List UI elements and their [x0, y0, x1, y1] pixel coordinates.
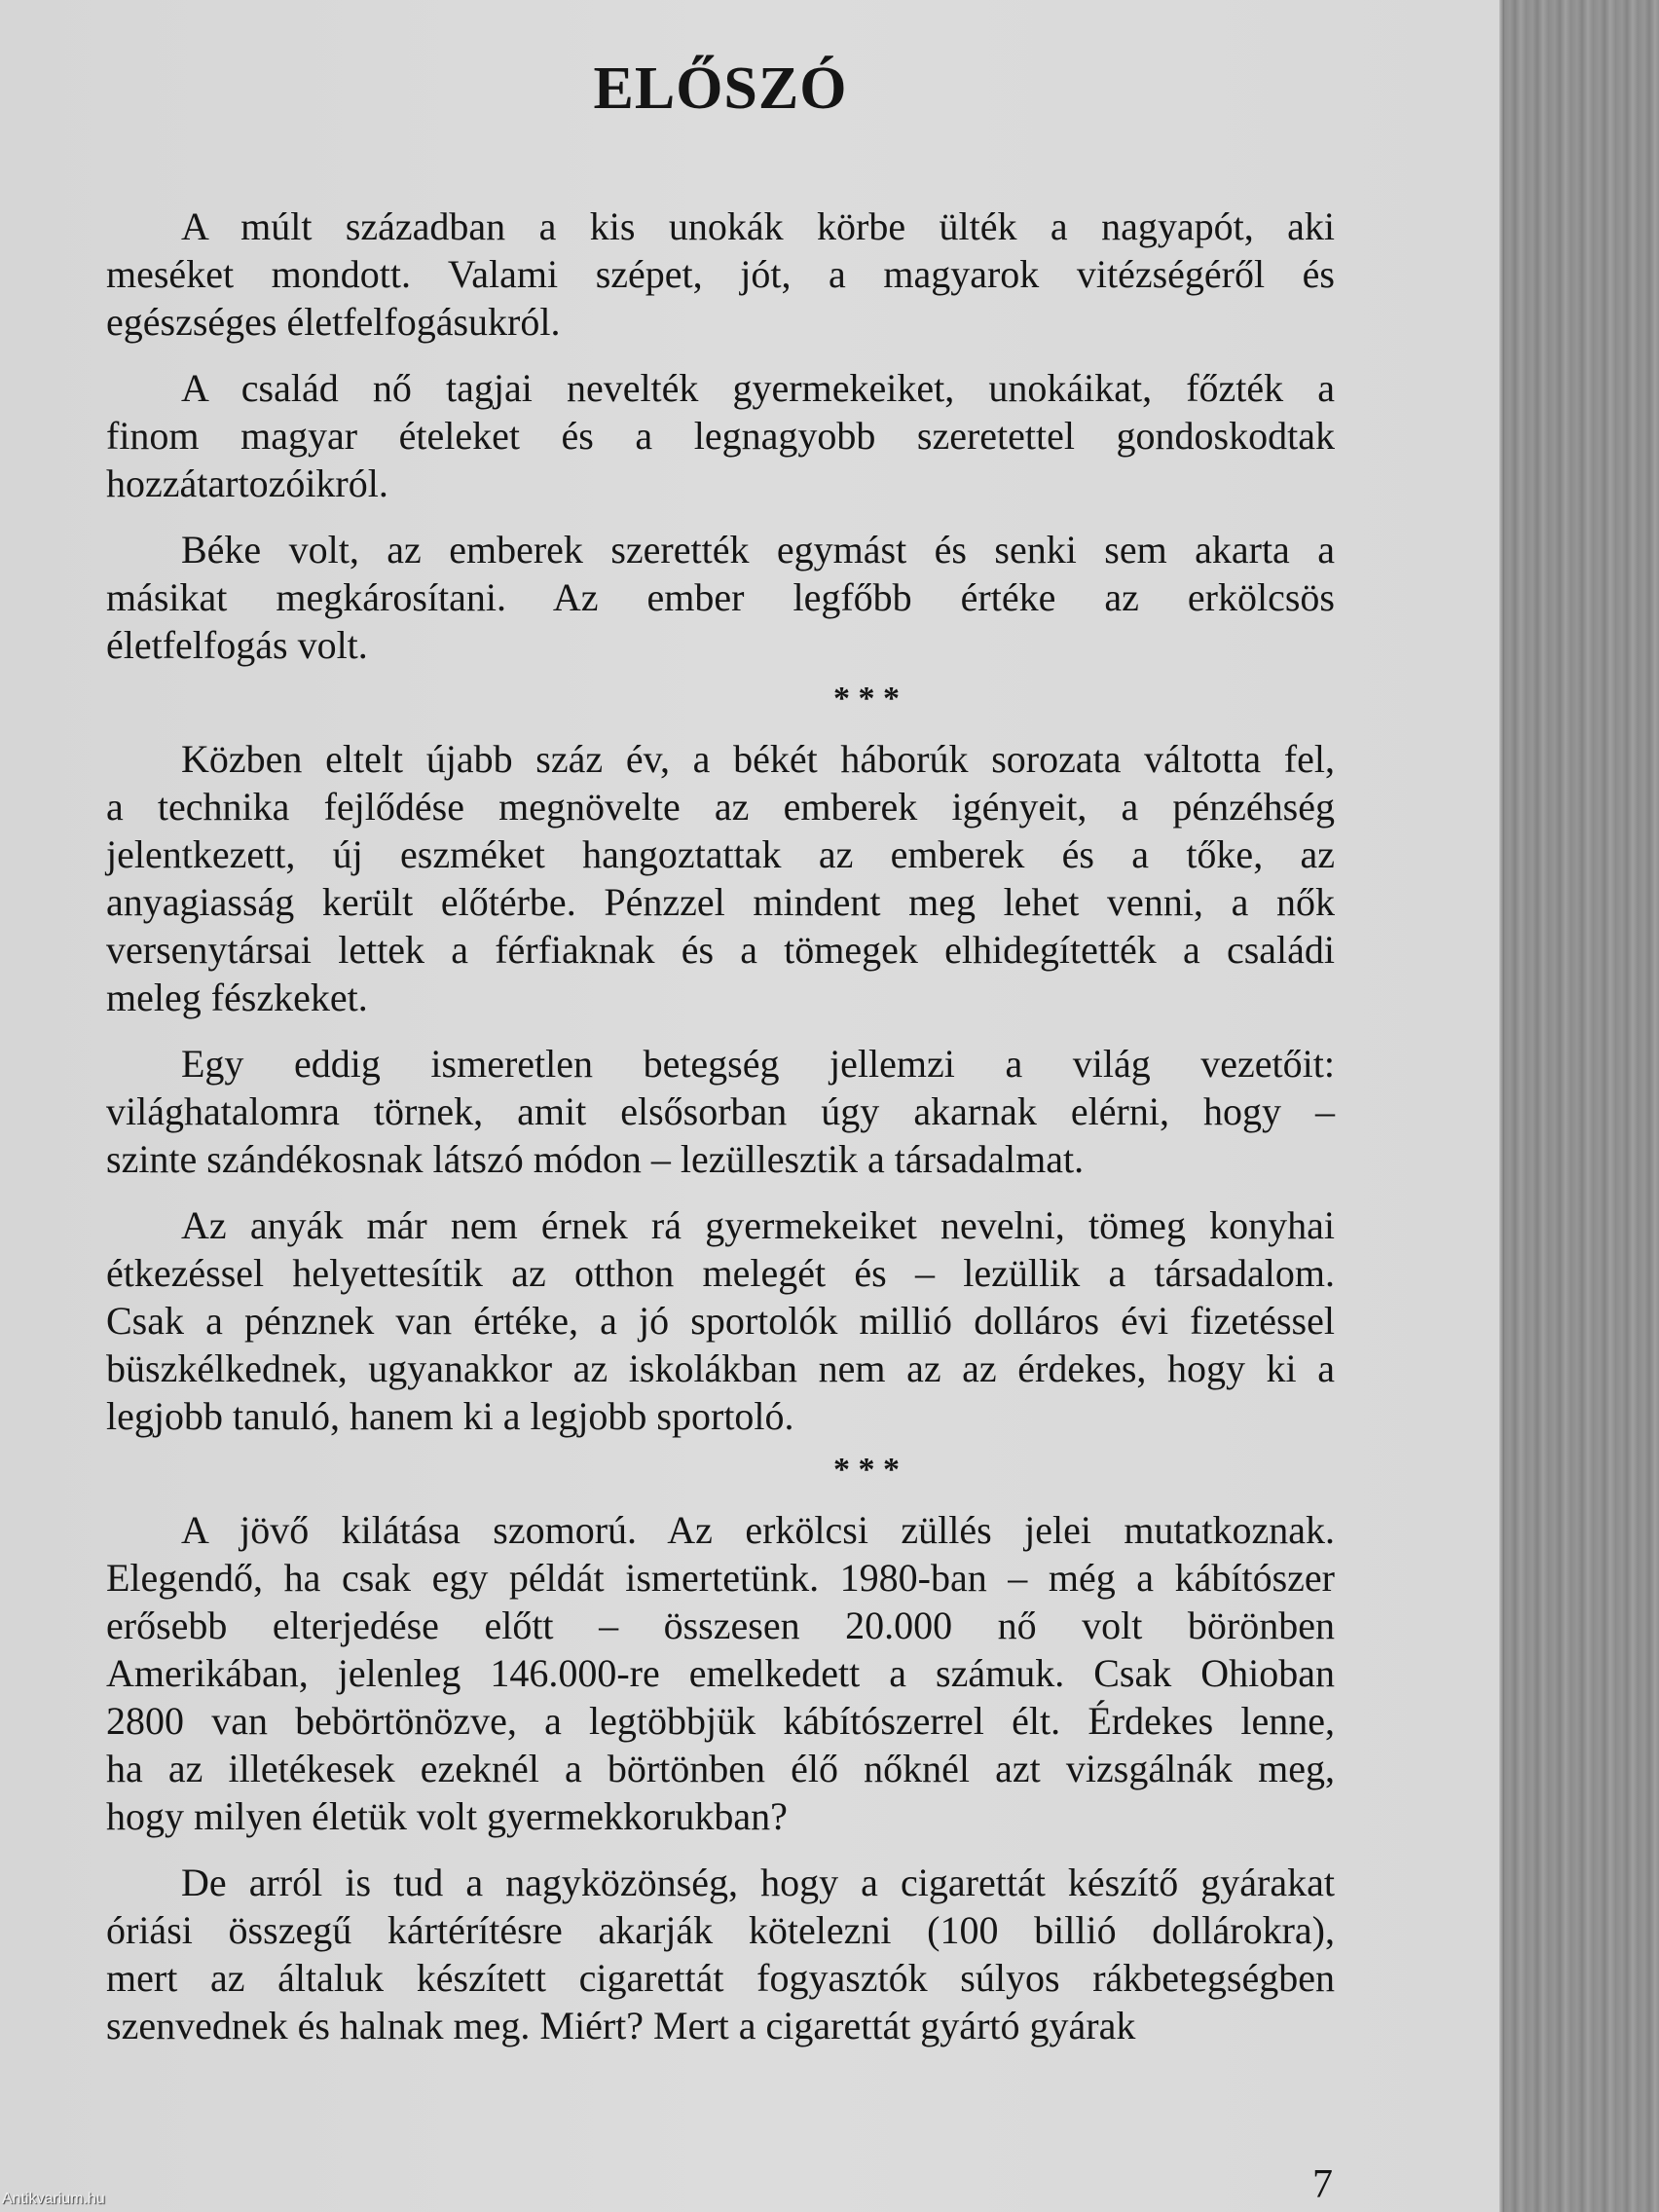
text-line: erősebb elterjedése előtt – összesen 20.000 nő volt börönben [106, 1604, 1335, 1647]
text-line: jelentkezett, új eszméket hangoztattak az emberek és a tőke, az [106, 832, 1335, 876]
text-line: másikat megkárosítani. Az ember legfőbb értéke az erkölcsös [106, 575, 1335, 619]
text-line: Béke volt, az emberek szerették egymást és senki sem akarta a [181, 528, 1335, 571]
section-separator: * * * [833, 681, 900, 717]
paragraph [106, 735, 1335, 1021]
section-separator: * * * [833, 1452, 900, 1488]
paragraph [106, 203, 1335, 346]
text-line: életfelfogás volt. [106, 623, 368, 667]
text-line: hogy milyen életük volt gyermekkorukban? [106, 1794, 788, 1838]
body-text [106, 203, 1335, 2049]
text-line: mert az általuk készített cigarettát fogyasztók súlyos rákbetegségben [106, 1956, 1335, 2000]
text-line: világhatalomra törnek, amit elsősorban úgy akarnak elérni, hogy – [106, 1089, 1335, 1133]
text-line: ha az illetékesek ezeknél a börtönben élő nőknél azt vizsgálnák meg, [106, 1747, 1335, 1790]
text-line: hozzátartozóikról. [106, 461, 388, 505]
text-line: meséket mondott. Valami szépet, jót, a magyarok vitézségéről és [106, 252, 1335, 296]
text-line: egészséges életfelfogásukról. [106, 300, 561, 344]
text-line: A család nő tagjai nevelték gyermekeiket, unokáikat, főzték a [181, 366, 1335, 410]
text-line: versenytársai lettek a férfiaknak és a tömegek elhidegítették a családi [106, 928, 1335, 972]
text-line: A jövő kilátása szomorú. Az erkölcsi züllés jelei mutatkoznak. [181, 1508, 1335, 1552]
paragraph [106, 1040, 1335, 1183]
text-line: Az anyák már nem érnek rá gyermekeiket nevelni, tömeg konyhai [181, 1203, 1335, 1247]
text-line: Amerikában, jelenleg 146.000-re emelkedett a számuk. Csak Ohioban [106, 1651, 1335, 1695]
paragraph [106, 1506, 1335, 1840]
text-line: legjobb tanuló, hanem ki a legjobb sportoló. [106, 1394, 794, 1438]
paragraph [106, 1859, 1335, 2049]
text-line: étkezéssel helyettesítik az otthon melegét és – lezüllik a társadalom. [106, 1251, 1335, 1295]
text-line: Elegendő, ha csak egy példát ismertetünk. 1980-ban – még a kábítószer [106, 1556, 1335, 1600]
text-line: szinte szándékosnak látszó módon – lezüllesztik a társadalmat. [106, 1137, 1085, 1181]
text-line: Közben eltelt újabb száz év, a békét háborúk sorozata váltotta fel, [181, 737, 1335, 781]
text-line: a technika fejlődése megnövelte az emberek igényeit, a pénzéhség [106, 785, 1335, 829]
text-line: A múlt században a kis unokák körbe ülték a nagyapót, aki [181, 204, 1335, 248]
text-line: 2800 van bebörtönözve, a legtöbbjük kábítószerrel élt. Érdekes lenne, [106, 1699, 1335, 1743]
text-line: óriási összegű kártérítésre akarják kötelezni (100 billió dollárokra), [106, 1908, 1335, 1952]
text-line: büszkélkednek, ugyanakkor az iskolákban nem az az érdekes, hogy ki a [106, 1346, 1335, 1390]
text-line: anyagiasság került előtérbe. Pénzzel mindent meg lehet venni, a nők [106, 880, 1335, 924]
chapter-title: ELŐSZÓ [593, 55, 848, 122]
paragraph [106, 1201, 1335, 1440]
paragraph [106, 364, 1335, 507]
text-line: Egy eddig ismeretlen betegség jellemzi a világ vezetőit: [181, 1042, 1335, 1086]
watermark: Antikvarium.hu [2, 2191, 105, 2207]
wood-background [1504, 0, 1659, 2212]
text-line: De arról is tud a nagyközönség, hogy a cigarettát készítő gyárakat [181, 1861, 1335, 1904]
page-number: 7 [1312, 2162, 1333, 2207]
text-line: finom magyar ételeket és a legnagyobb szeretettel gondoskodtak [106, 414, 1335, 458]
text-line: szenvednek és halnak meg. Miért? Mert a cigarettát gyártó gyárak [106, 2004, 1136, 2047]
text-line: meleg fészkeket. [106, 976, 368, 1019]
text-line: Csak a pénznek van értéke, a jó sportolók millió dolláros évi fizetéssel [106, 1299, 1335, 1343]
paragraph [106, 526, 1335, 669]
